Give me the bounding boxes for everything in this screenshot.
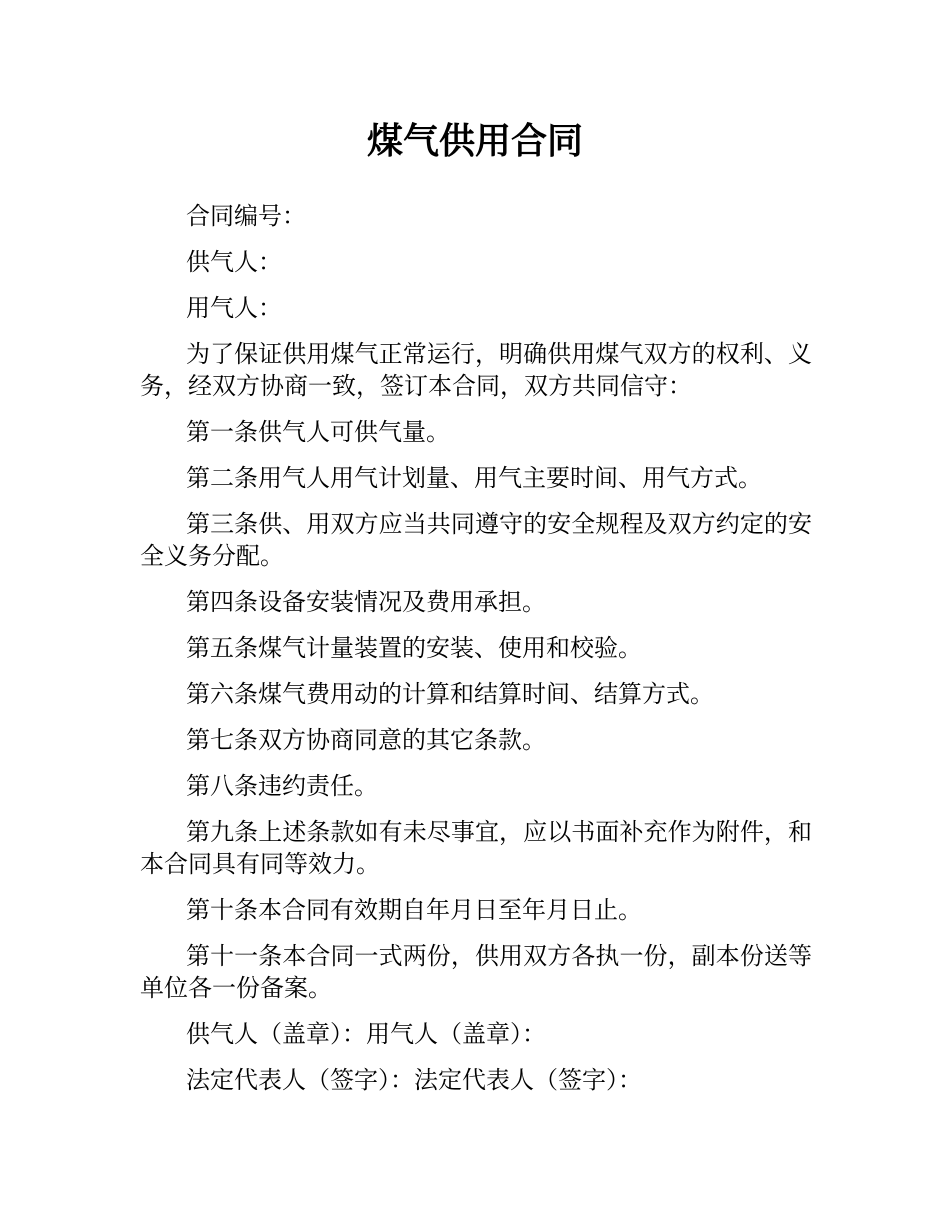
seal-line: 供气人（盖章）：用气人（盖章）： — [186, 1020, 546, 1048]
contract-number-line: 合同编号： — [186, 202, 306, 230]
article-10: 第十条本合同有效期自年月日至年月日止。 — [186, 896, 642, 924]
article-6: 第六条煤气费用动的计算和结算时间、结算方式。 — [186, 680, 714, 708]
article-11: 第十一条本合同一式两份，供用双方各执一份，副本份送等单位各一份备案。 — [140, 942, 812, 1002]
article-9: 第九条上述条款如有未尽事宜，应以书面补充作为附件，和本合同具有同等效力。 — [140, 818, 812, 878]
document-title: 煤气供用合同 — [366, 121, 583, 162]
supplier-line: 供气人： — [186, 248, 282, 276]
document-body — [140, 200, 812, 1110]
consumer-line: 用气人： — [186, 294, 282, 322]
article-4: 第四条设备安装情况及费用承担。 — [186, 588, 546, 616]
article-2: 第二条用气人用气计划量、用气主要时间、用气方式。 — [186, 464, 762, 492]
signature-line: 法定代表人（签字）：法定代表人（签字）： — [186, 1066, 642, 1094]
article-5: 第五条煤气计量装置的安装、使用和校验。 — [186, 634, 642, 662]
article-1: 第一条供气人可供气量。 — [186, 418, 450, 446]
preamble-paragraph: 为了保证供用煤气正常运行，明确供用煤气双方的权利、义务，经双方协商一致，签订本合同，双方共同信守： — [140, 340, 812, 400]
article-3: 第三条供、用双方应当共同遵守的安全规程及双方约定的安全义务分配。 — [140, 510, 812, 570]
article-7: 第七条双方协商同意的其它条款。 — [186, 726, 546, 754]
article-8: 第八条违约责任。 — [186, 772, 378, 800]
